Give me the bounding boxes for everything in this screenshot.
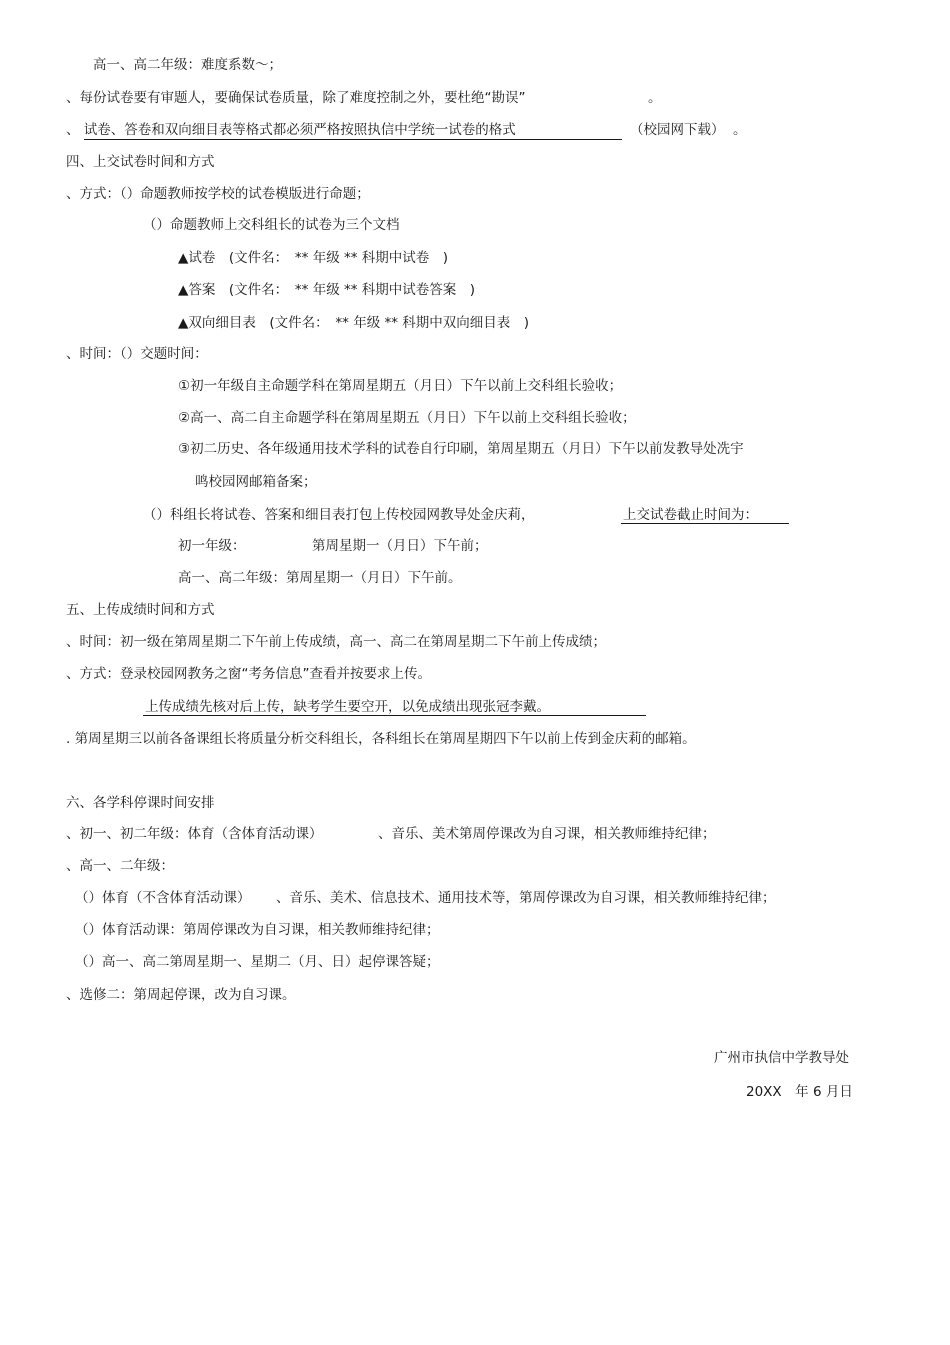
elective-line: 、选修二：第周起停课，改为自习课。 <box>66 987 296 1003</box>
file-name-paper: ▲试卷 (文件名： ** 年级 ** 科期中试卷 ) <box>178 250 449 266</box>
format-underline <box>84 139 622 140</box>
format-requirement-line: 、 试卷、答卷和双向细目表等格式都必须严格按照执信中学统一试卷的格式 <box>66 122 516 138</box>
signature-date: 20XX 年 6 月日 <box>746 1084 853 1100</box>
score-time-line: 、时间：初一级在第周星期二下午前上传成绩，高一、高二在第周星期二下午前上传成绩； <box>66 634 606 650</box>
stop-senior-item-1: （）体育（不含体育活动课） <box>75 890 251 906</box>
file-name-answer: ▲答案 (文件名： ** 年级 ** 科期中试卷答案 ) <box>178 282 476 298</box>
signature-organization: 广州市执信中学教导处 <box>714 1050 849 1066</box>
file-name-table: ▲双向细目表 (文件名： ** 年级 ** 科期中双向细目表 ) <box>178 315 530 331</box>
time-item-2: ②高一、高二自主命题学科在第周星期五（月日）下午以前上交科组长验收； <box>178 410 636 426</box>
method-line-2: （）命题教师上交科组长的试卷为三个文档 <box>143 217 400 233</box>
stop-senior-item-3: （）高一、高二第周星期一、星期二（月、日）起停课答疑； <box>75 954 440 970</box>
score-method-line: 、方式：登录校园网教务之窗“考务信息”查看并按要求上传。 <box>66 666 431 682</box>
stop-senior-heading: 、高一、二年级： <box>66 858 174 874</box>
stop-senior-item-2: （）体育活动课：第周停课改为自习课，相关教师维持纪律； <box>75 922 440 938</box>
stop-senior-item-1-continued: 、音乐、美术、信息技术、通用技术等，第周停课改为自习课，相关教师维持纪律； <box>276 890 776 906</box>
stop-junior-line-continued: 、音乐、美术第周停课改为自习课，相关教师维持纪律； <box>378 826 716 842</box>
time-item-3: ③初二历史、各年级通用技术学科的试卷自行印刷，第周星期五（月日）下午以前发教导处冼宇 <box>178 441 744 457</box>
quality-analysis-line: . 第周星期三以前各备课组长将质量分析交科组长，各科组长在第周星期四下午以前上传到金庆莉的邮箱。 <box>66 731 696 747</box>
score-note: 上传成绩先核对后上传，缺考学生要空开，以免成绩出现张冠李戴。 <box>145 699 550 715</box>
section-5-heading: 五、上传成绩时间和方式 <box>66 602 215 618</box>
deadline-grade10-line: 高一、高二年级：第周星期一（月日）下午前。 <box>178 570 462 586</box>
upload-instruction: （）科组长将试卷、答案和细目表打包上传校园网教导处金庆莉， <box>143 507 535 523</box>
score-note-underline <box>143 715 646 716</box>
section-4-heading: 四、上交试卷时间和方式 <box>66 154 215 170</box>
time-item-3-continued: 鸣校园网邮箱备案； <box>195 474 317 490</box>
deadline-grade7-time: 第周星期一（月日）下午前； <box>312 538 488 554</box>
method-line-1: 、方式：（）命题教师按学校的试卷模版进行命题； <box>66 186 370 202</box>
format-requirement-end: 。 <box>733 122 747 138</box>
deadline-grade7-label: 初一年级： <box>178 538 246 554</box>
stop-junior-line: 、初一、初二年级：体育（含体育活动课） <box>66 826 323 842</box>
time-item-1: ①初一年级自主命题学科在第周星期五（月日）下午以前上交科组长验收； <box>178 378 623 394</box>
section-6-heading: 六、各学科停课时间安排 <box>66 795 215 811</box>
review-requirement-end: 。 <box>648 90 662 106</box>
review-requirement-line: 、每份试卷要有审题人，要确保试卷质量，除了难度控制之外，要杜绝“勘误” <box>66 90 526 106</box>
grade-difficulty-line: 高一、高二年级：难度系数～； <box>93 57 282 73</box>
format-download-note: （校园网下载） <box>630 122 725 138</box>
deadline-label: 上交试卷截止时间为： <box>623 507 758 523</box>
time-heading: 、时间：（）交题时间： <box>66 346 208 362</box>
deadline-underline <box>621 523 789 524</box>
